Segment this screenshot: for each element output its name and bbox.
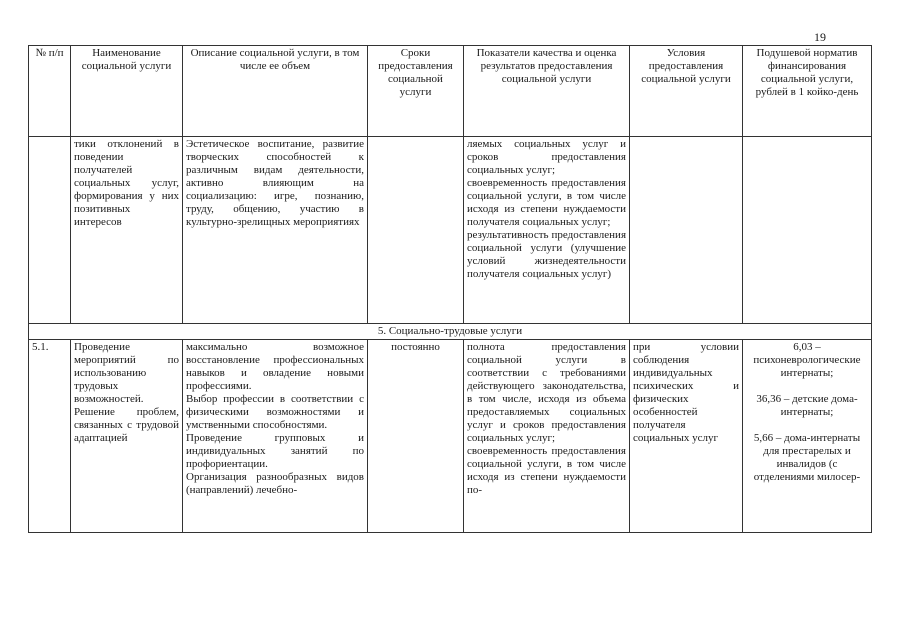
table-row: [29, 137, 872, 324]
section-row: [29, 324, 872, 340]
cell-term: [368, 137, 464, 324]
cell-norm: [743, 340, 872, 533]
cell-quality: [464, 340, 630, 533]
quality-item: своевременность предоставления социальной услуги, в том числе исходя из степени нуждаемости получателя социальных услуг;: [467, 177, 626, 228]
quality-item: результативность предоставления социальной услуги (улучшение условий жизнедеятельности получателя социальных услуг): [467, 229, 626, 280]
header-quality: Показатели качества и оценка результатов предоставления социальной услуги: [464, 46, 630, 137]
cell-conditions: [630, 137, 743, 324]
cell-description: Эстетическое воспитание, развитие творческих способностей к различным видам деятельности, активно влияющим на социализацию: игре, познанию, труду, общению, участию в культурно-зрелищных мероприятиях: [183, 137, 368, 324]
header-conditions: Условия предоставления социальной услуги: [630, 46, 743, 137]
quality-item: своевременность предоставления социальной услуги, в том числе исходя из степени нуждаемости по-: [467, 445, 626, 496]
name-item: Проведение мероприятий по использованию трудовых возможностей.: [74, 341, 179, 405]
cell-service-name: [71, 340, 183, 533]
norm-item: 5,66 – дома-интернаты для престарелых и инвалидов (с отделениями милосер-: [753, 432, 861, 483]
table-header-row: [29, 46, 872, 137]
cell-term: постоянно: [368, 340, 464, 533]
cell-number: [29, 137, 71, 324]
cell-service-name: тики отклонений в поведении получателей социальных услуг, формирования у них позитивных интересов: [71, 137, 183, 324]
quality-item: ляемых социальных услуг и сроков предоставления социальных услуг;: [467, 138, 626, 176]
description-item: Организация разнообразных видов (направлений) лечебно-: [186, 471, 364, 496]
cell-norm: [743, 137, 872, 324]
cell-description: [183, 340, 368, 533]
cell-number: 5.1.: [29, 340, 71, 533]
header-description: Описание социальной услуги, в том числе ее объем: [183, 46, 368, 137]
header-term: Сроки предоставления социальной услуги: [368, 46, 464, 137]
description-item: Выбор профессии в соответствии с физическими возможностями и умственными способностями.: [186, 393, 364, 431]
cell-conditions: при условии соблюдения индивидуальных психических и физических особенностей получателя социальных услуг: [630, 340, 743, 533]
description-item: максимально возможное восстановление профессиональных навыков и овладение новыми профессиями.: [186, 341, 364, 392]
norm-item: 36,36 – детские дома-интернаты;: [756, 393, 858, 418]
header-norm: Подушевой норматив финансирования социальной услуги, рублей в 1 койко-день: [743, 46, 872, 137]
norm-item: 6,03 – психоневрологические интернаты;: [753, 341, 861, 379]
services-table: [28, 45, 872, 533]
header-service-name: Наименование социальной услуги: [71, 46, 183, 137]
table-row: [29, 340, 872, 533]
header-number: № п/п: [29, 46, 71, 137]
section-title: 5. Социально-трудовые услуги: [29, 324, 872, 340]
description-item: Проведение групповых и индивидуальных занятий по профориентации.: [186, 432, 364, 470]
name-item: Решение проблем, связанных с трудовой адаптацией: [74, 406, 179, 444]
page-number: 19: [814, 30, 826, 44]
cell-quality: [464, 137, 630, 324]
quality-item: полнота предоставления социальной услуги в соответствии с требованиями действующего законодательства, в том числе, исходя из объема предоставляемых социальных услуг и сроков предоставления социальных услуг;: [467, 341, 626, 444]
